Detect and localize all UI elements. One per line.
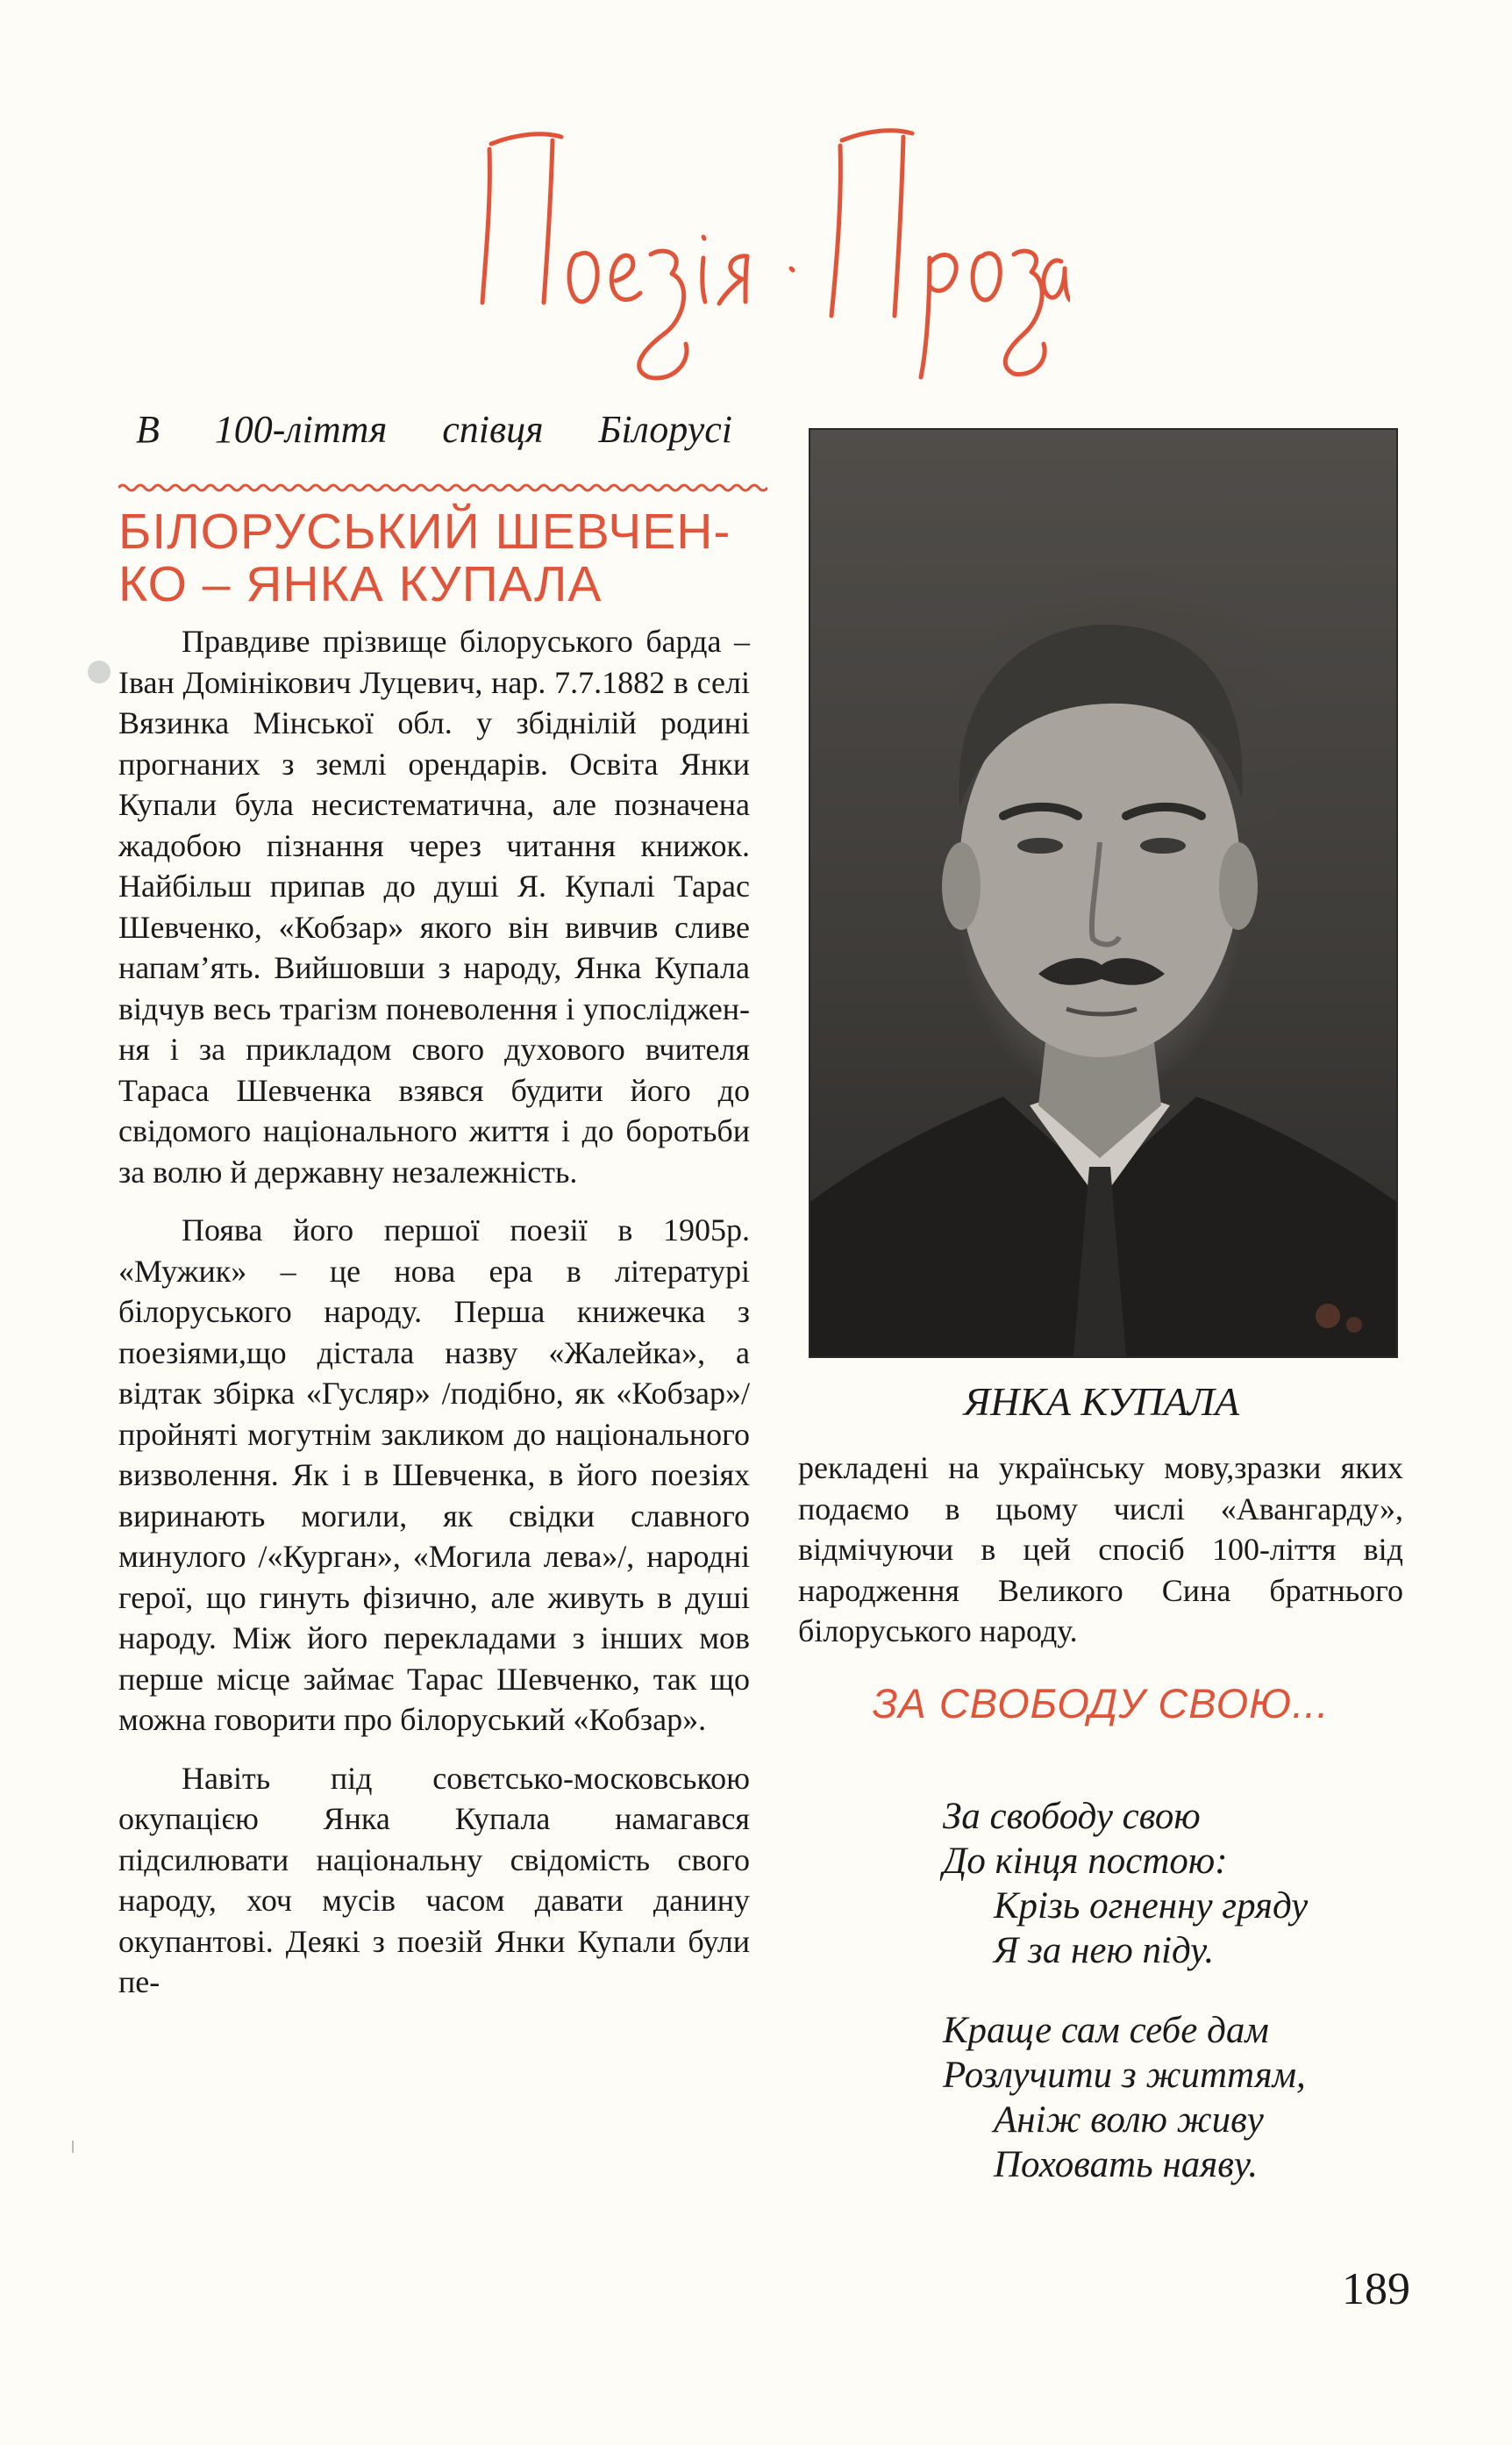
- poem-stanza: [943, 1794, 1434, 1973]
- kicker-word: В: [136, 407, 160, 451]
- poem-body: [943, 1794, 1434, 2222]
- portrait-photo: [809, 428, 1398, 1358]
- article-headline: [118, 505, 750, 611]
- masthead-lettering-graphic: [456, 114, 1070, 395]
- article-kicker: [118, 404, 750, 454]
- kicker-word: Білорусі: [598, 407, 732, 451]
- article-left-column: [118, 404, 750, 2003]
- poem-line: Краще сам себе дам: [943, 2010, 1269, 2051]
- article-paragraph: Правдиве прізвище білоруського барда – Іван Домінікович Луцевич, нар. 7.7.1882 в селі Вязинка Мінської обл. у збіднілій родині прогнаних з землі орендарів. Освіта Янки Купали була несистематична, але позначена жадобою пізнання через читання книжок. Найбільш припав до душі Я. Купалі Тарас Шевченко, «Кобзар» якого він вивчив сливе напам’ять. Вийшовши з народу, Янка Купала відчув весь трагізм поневолення і упослідження і за прикладом свого духового вчителя Тараса Шевченка взявся будити його до свідомого національного життя і до боротьби за волю й державну незалежність.: [118, 624, 750, 1190]
- kicker-word: 100-ліття: [214, 407, 388, 451]
- article-paragraph: Поява його першої поезії в 1905р. «Мужик» – це нова ера в літературі білоруського народу. Перша книжечка з поезіями,що дістала назву «Жалейка», а відтак збірка «Гусляр» /подібно, як «Кобзар»/ пройняті могутнім закликом до національного визволення. Як і в Шевченка, в його поезіях виринають могили, як свідки славного минулого /«Курган», «Могила лева»/, народні герої, що гинуть фізично, але живуть в душі народу. Між його перекладами з інших мов перше місце займає Тарас Шевченко, так що можна говорити про білоруський «Кобзар».: [118, 1212, 750, 1737]
- section-masthead: [456, 114, 1070, 395]
- poem-line: Я за нею піду.: [994, 1930, 1215, 1971]
- margin-punch-dot: [88, 661, 111, 683]
- headline-line: КО – ЯНКА КУПАЛА: [118, 556, 603, 612]
- poem-line: Розлучити з життям,: [943, 2055, 1306, 2096]
- page-number: 189: [1342, 2264, 1410, 2314]
- margin-mark: [72, 2141, 74, 2153]
- article-right-column: [798, 1437, 1403, 1652]
- article-paragraph: Навіть під совєтсько-московською окупацією Янка Купала намагався підсилювати національну свідомість свого народу, хоч мусів часом давати данину окупантові. Деякі з поезій Янки Купали були пе-: [118, 1760, 750, 1999]
- poem-line: До кінця постою:: [943, 1841, 1228, 1882]
- portrait-image: [810, 430, 1396, 1356]
- decorative-wavy-rule: [118, 481, 767, 495]
- article-continuation: рекладені на українську мову,зразки яких подаємо в цьому числі «Авангарду», відмічуючи в цей спосіб 100-ліття від народження Великого Сина братнього білоруського народу.: [798, 1450, 1403, 1648]
- poem-title: ЗА СВОБОДУ СВОЮ...: [872, 1680, 1330, 1727]
- kicker-word: співця: [442, 407, 544, 451]
- poem-line: Аніж волю живу: [994, 2099, 1264, 2141]
- poem-line: За свободу свою: [943, 1796, 1201, 1837]
- headline-line: БІЛОРУСЬКИЙ ШЕВЧЕН-: [118, 504, 731, 560]
- poem-line: Крізь огненну гряду: [994, 1885, 1309, 1927]
- photo-caption: ЯНКА КУПАЛА: [963, 1379, 1240, 1424]
- poem-stanza: [943, 2008, 1434, 2187]
- poem-line: Поховать наяву.: [994, 2144, 1259, 2185]
